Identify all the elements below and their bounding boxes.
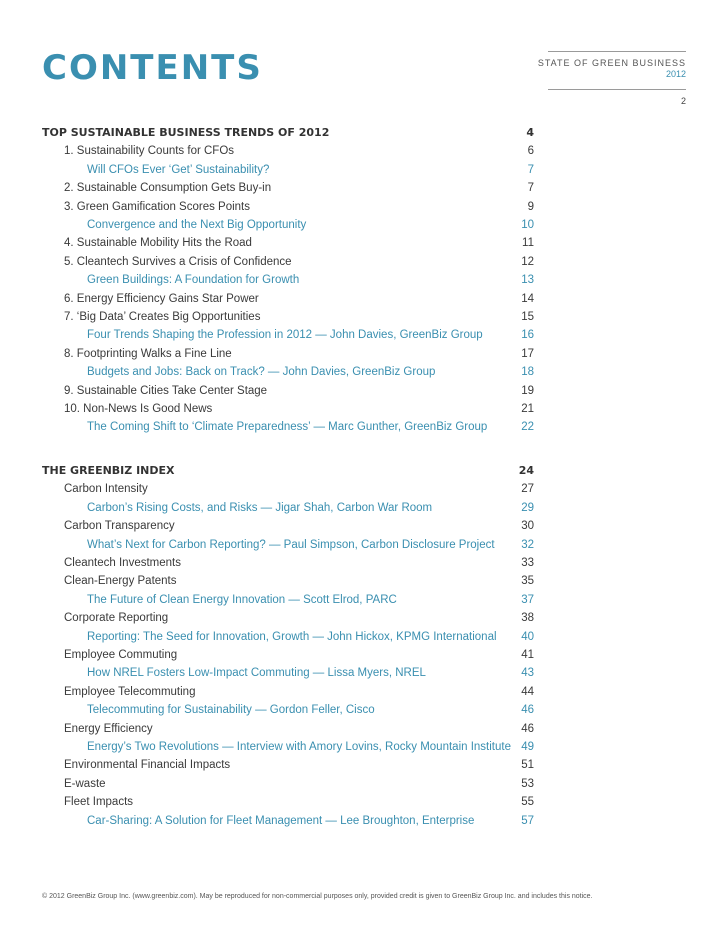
toc-page-number: 37 [521, 593, 534, 606]
toc-entry-title: 8. Footprinting Walks a Fine Line [64, 347, 232, 360]
toc-entry-title: Green Buildings: A Foundation for Growth [87, 274, 300, 287]
toc-entry-title: Reporting: The Seed for Innovation, Growth — John Hickox, KPMG International [87, 630, 497, 643]
toc-entry-title: Budgets and Jobs: Back on Track? — John Davies, GreenBiz Group [87, 366, 436, 379]
toc-chapter [42, 646, 534, 664]
toc-entry-title: Carbon Transparency [64, 520, 175, 533]
toc-page-number: 14 [521, 292, 534, 305]
toc-entry-title: Car-Sharing: A Solution for Fleet Management — Lee Broughton, Enterprise [87, 814, 475, 827]
toc-page-number: 10 [521, 219, 534, 231]
toc-entry-title: Will CFOs Ever ‘Get’ Sustainability? [87, 163, 270, 176]
toc-page-number: 7 [527, 163, 534, 176]
toc-chapter [42, 793, 534, 811]
toc-page-number: 4 [526, 126, 534, 139]
page-number: 2 [680, 96, 686, 106]
toc-page-number: 17 [521, 347, 534, 360]
header-rule-top [548, 51, 686, 52]
toc-page-number: 18 [521, 366, 534, 379]
toc-chapter [42, 290, 534, 308]
toc-page-number: 12 [521, 255, 534, 268]
copyright-footer: © 2012 GreenBiz Group Inc. (www.greenbiz.com). May be reproduced for non-commercial purposes only, provided credit is given to GreenBiz Group Inc. and includes this notice. [42, 893, 593, 900]
publication-year: 2012 [665, 69, 686, 79]
toc-page-number: 53 [521, 777, 534, 790]
toc-chapter [42, 720, 534, 738]
toc-page-number: 19 [521, 384, 534, 397]
toc-chapter [42, 609, 534, 627]
toc-chapter [42, 179, 534, 197]
toc-article-link[interactable] [42, 499, 534, 517]
toc-entry-title: 6. Energy Efficiency Gains Star Power [64, 292, 259, 305]
toc-article-link[interactable] [42, 161, 534, 179]
toc-entry-title: Energy’s Two Revolutions — Interview with Amory Lovins, Rocky Mountain Institute [87, 741, 511, 753]
toc-page-number: 9 [527, 200, 534, 213]
toc-page-number: 21 [521, 403, 534, 415]
toc-chapter [42, 308, 534, 326]
section-heading [42, 462, 534, 480]
toc-entry-title: Clean-Energy Patents [64, 575, 177, 588]
toc-entry-title: Employee Telecommuting [64, 685, 196, 698]
toc-page-number: 55 [521, 796, 534, 809]
toc-article-link[interactable] [42, 363, 534, 381]
toc-entry-title: 2. Sustainable Consumption Gets Buy-in [64, 182, 272, 195]
toc-entry-title: 9. Sustainable Cities Take Center Stage [64, 384, 268, 397]
toc-page-number: 29 [521, 501, 534, 514]
toc-chapter [42, 517, 534, 535]
toc-page-number: 40 [521, 630, 534, 643]
toc-page-number: 43 [521, 667, 534, 680]
toc-entry-title: Telecommuting for Sustainability — Gordon Feller, Cisco [87, 704, 375, 717]
toc-entry-title: Environmental Financial Impacts [64, 759, 231, 772]
toc-page-number: 16 [521, 329, 534, 342]
toc-entry-title: 5. Cleantech Survives a Crisis of Confidence [64, 255, 292, 268]
toc-entry-title: The Future of Clean Energy Innovation — Scott Elrod, PARC [87, 593, 397, 606]
toc-page-number: 38 [521, 612, 534, 625]
toc-entry-title: Cleantech Investments [64, 557, 181, 569]
toc-page-number: 35 [521, 575, 534, 588]
toc-article-link[interactable] [42, 536, 534, 554]
toc-page-number: 7 [527, 182, 534, 195]
toc-page-number: 41 [521, 649, 534, 661]
toc-article-link[interactable] [42, 271, 534, 289]
toc-chapter [42, 554, 534, 572]
toc-page-number: 6 [527, 145, 534, 158]
toc-entry-title: Fleet Impacts [64, 796, 134, 809]
toc-chapter [42, 142, 534, 160]
toc-page-number: 22 [521, 421, 534, 434]
toc-article-link[interactable] [42, 701, 534, 719]
toc-page-number: 46 [521, 704, 534, 717]
toc-entry-title: 3. Green Gamification Scores Points [64, 200, 250, 213]
toc-page-number: 11 [522, 237, 534, 250]
toc-entry-title: Four Trends Shaping the Profession in 2012 — John Davies, GreenBiz Group [87, 329, 483, 342]
toc-chapter [42, 253, 534, 271]
toc-entry-title: 4. Sustainable Mobility Hits the Road [64, 237, 252, 250]
toc-page-number: 27 [521, 483, 534, 496]
toc-entry-title: Employee Commuting [64, 649, 178, 661]
toc-chapter [42, 400, 534, 418]
toc-article-link[interactable] [42, 326, 534, 344]
toc-entry-title: E-waste [64, 777, 106, 790]
toc-chapter [42, 345, 534, 363]
toc-entry-title: Carbon Intensity [64, 483, 148, 496]
toc-chapter [42, 775, 534, 793]
toc-page-number: 44 [521, 685, 534, 698]
toc-entry-title: Energy Efficiency [64, 722, 153, 735]
toc-entry-title: Carbon’s Rising Costs, and Risks — Jigar Shah, Carbon War Room [87, 501, 433, 514]
toc-entry-title: TOP SUSTAINABLE BUSINESS TRENDS OF 2012 [42, 126, 330, 139]
toc-page-number: 51 [521, 759, 534, 772]
toc-article-link[interactable] [42, 216, 534, 234]
toc-page-number: 30 [521, 520, 534, 533]
toc-chapter [42, 756, 534, 774]
publication-name: STATE OF GREEN BUSINESS [537, 58, 686, 68]
toc-page-number: 57 [521, 814, 534, 827]
toc-chapter [42, 382, 534, 400]
header-rule-bottom [548, 89, 686, 90]
toc-article-link[interactable] [42, 418, 534, 436]
toc-page-number: 49 [521, 741, 534, 753]
toc-article-link[interactable] [42, 812, 534, 830]
page-title: CONTENTS [42, 48, 263, 88]
toc-chapter [42, 572, 534, 590]
toc-entry-title: How NREL Fosters Low-Impact Commuting — Lissa Myers, NREL [87, 667, 426, 680]
toc-page-number: 15 [521, 311, 534, 323]
toc-article-link[interactable] [42, 591, 534, 609]
section-heading [42, 124, 534, 142]
toc-chapter [42, 234, 534, 252]
toc-entry-title: Corporate Reporting [64, 612, 169, 625]
toc-article-link[interactable] [42, 628, 534, 646]
toc-page-number: 24 [518, 464, 534, 477]
toc-entry-title: What’s Next for Carbon Reporting? — Paul Simpson, Carbon Disclosure Project [87, 538, 495, 551]
toc-article-link[interactable] [42, 664, 534, 682]
toc-page-number: 33 [521, 557, 534, 569]
toc-page-number: 32 [521, 538, 534, 551]
toc-entry-title: Convergence and the Next Big Opportunity [87, 219, 307, 231]
toc-chapter [42, 683, 534, 701]
toc-page-number: 46 [521, 722, 534, 735]
toc-article-link[interactable] [42, 738, 534, 756]
toc-chapter [42, 198, 534, 216]
toc-page-number: 13 [521, 274, 534, 287]
toc-entry-title: 1. Sustainability Counts for CFOs [64, 145, 235, 158]
toc-entry-title: The Coming Shift to ‘Climate Preparedness’ — Marc Gunther, GreenBiz Group [87, 421, 488, 434]
toc-chapter [42, 480, 534, 498]
toc-entry-title: THE GREENBIZ INDEX [42, 464, 175, 477]
toc-entry-title: 7. ‘Big Data’ Creates Big Opportunities [64, 311, 261, 323]
toc-entry-title: 10. Non-News Is Good News [64, 403, 213, 415]
